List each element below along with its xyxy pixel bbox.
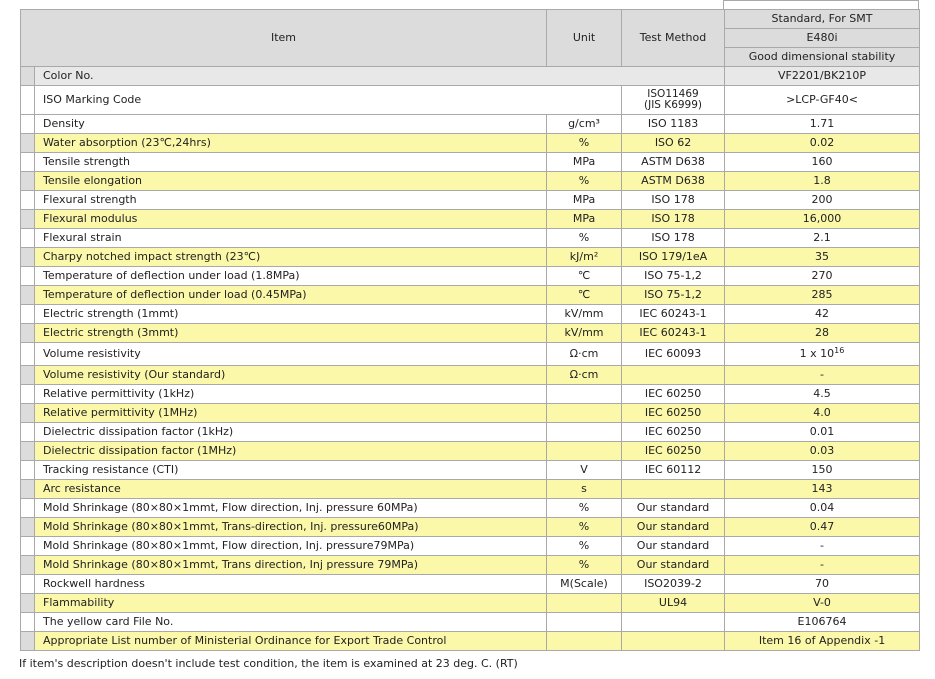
row-unit: ℃	[547, 286, 622, 305]
row-value	[725, 343, 920, 366]
row-value: 1.8	[725, 172, 920, 191]
row-unit: kJ/m²	[547, 248, 622, 267]
row-marker	[21, 172, 35, 191]
row-item: Mold Shrinkage (80×80×1mmt, Trans-direction, Inj. pressure60MPa)	[35, 518, 547, 537]
iso-marking-method	[622, 86, 725, 115]
row-item: The yellow card File No.	[35, 613, 547, 632]
row-method: IEC 60093	[622, 343, 725, 366]
row-unit: MPa	[547, 210, 622, 229]
row-unit: %	[547, 229, 622, 248]
table-row	[21, 442, 920, 461]
row-unit: kV/mm	[547, 324, 622, 343]
row-method	[622, 632, 725, 651]
row-unit: Ω·cm	[547, 366, 622, 385]
header-standard: Standard, For SMT	[725, 10, 920, 29]
row-value: 285	[725, 286, 920, 305]
row-method: ISO 179/1eA	[622, 248, 725, 267]
row-method: ISO 75-1,2	[622, 286, 725, 305]
row-item: Density	[35, 115, 547, 134]
row-marker	[21, 423, 35, 442]
iso-marking-method-line1: ISO11469	[647, 88, 699, 100]
row-item: Flammability	[35, 594, 547, 613]
row-item: Dielectric dissipation factor (1kHz)	[35, 423, 547, 442]
row-value: 0.02	[725, 134, 920, 153]
row-value: 70	[725, 575, 920, 594]
row-item: Electric strength (3mmt)	[35, 324, 547, 343]
table-row	[21, 537, 920, 556]
row-item: Arc resistance	[35, 480, 547, 499]
table-row	[21, 461, 920, 480]
table-row	[21, 594, 920, 613]
table-row	[21, 267, 920, 286]
table-row	[21, 632, 920, 651]
row-marker	[21, 267, 35, 286]
row-marker	[21, 404, 35, 423]
row-item: Relative permittivity (1kHz)	[35, 385, 547, 404]
row-value: -	[725, 366, 920, 385]
row-method: ISO2039-2	[622, 575, 725, 594]
volume-resistivity-row	[21, 343, 920, 366]
row-value: -	[725, 556, 920, 575]
row-item: Volume resistivity (Our standard)	[35, 366, 547, 385]
table-row	[21, 115, 920, 134]
row-item: Electric strength (1mmt)	[35, 305, 547, 324]
row-method: ISO 62	[622, 134, 725, 153]
row-item: Flexural strain	[35, 229, 547, 248]
row-marker	[21, 518, 35, 537]
table-row	[21, 575, 920, 594]
row-marker	[21, 248, 35, 267]
value-exponent: 16	[834, 346, 845, 355]
row-item: Temperature of deflection under load (1.8MPa)	[35, 267, 547, 286]
row-unit	[547, 594, 622, 613]
row-method: IEC 60112	[622, 461, 725, 480]
row-item: Dielectric dissipation factor (1MHz)	[35, 442, 547, 461]
header-grade: E480i	[725, 29, 920, 48]
row-marker	[21, 343, 35, 366]
row-item: Relative permittivity (1MHz)	[35, 404, 547, 423]
row-unit: %	[547, 499, 622, 518]
row-item: Flexural strength	[35, 191, 547, 210]
table-row	[21, 518, 920, 537]
header-item: Item	[21, 10, 547, 67]
row-marker	[21, 67, 35, 86]
row-item: Tensile strength	[35, 153, 547, 172]
row-item: Appropriate List number of Ministerial Ordinance for Export Trade Control	[35, 632, 547, 651]
table-row	[21, 229, 920, 248]
row-item: Water absorption (23℃,24hrs)	[35, 134, 547, 153]
row-value: 1.71	[725, 115, 920, 134]
row-value: 28	[725, 324, 920, 343]
row-method	[622, 366, 725, 385]
row-item: Mold Shrinkage (80×80×1mmt, Flow direction, Inj. pressure 60MPa)	[35, 499, 547, 518]
table-row	[21, 423, 920, 442]
row-method: IEC 60250	[622, 385, 725, 404]
table-row	[21, 499, 920, 518]
row-method: Our standard	[622, 556, 725, 575]
iso-marking-value: >LCP-GF40<	[725, 86, 920, 115]
row-value: 0.01	[725, 423, 920, 442]
row-unit	[547, 632, 622, 651]
row-unit: MPa	[547, 153, 622, 172]
row-value: 16,000	[725, 210, 920, 229]
row-value: 42	[725, 305, 920, 324]
row-unit	[547, 442, 622, 461]
row-value: 150	[725, 461, 920, 480]
header-unit: Unit	[547, 10, 622, 67]
row-value: 4.0	[725, 404, 920, 423]
row-unit: MPa	[547, 191, 622, 210]
row-value: 0.47	[725, 518, 920, 537]
iso-marking-row	[21, 86, 920, 115]
row-value: 35	[725, 248, 920, 267]
row-unit	[547, 404, 622, 423]
row-method: ISO 1183	[622, 115, 725, 134]
row-item: Tensile elongation	[35, 172, 547, 191]
table-row	[21, 480, 920, 499]
row-method: Our standard	[622, 499, 725, 518]
row-value: 0.03	[725, 442, 920, 461]
table-row	[21, 305, 920, 324]
table-row	[21, 153, 920, 172]
row-value: 4.5	[725, 385, 920, 404]
iso-marking-method-line2: (JIS K6999)	[644, 99, 703, 111]
table-row	[21, 366, 920, 385]
row-unit: %	[547, 518, 622, 537]
row-unit	[547, 385, 622, 404]
table-row	[21, 324, 920, 343]
row-marker	[21, 594, 35, 613]
footnote: If item's description doesn't include test condition, the item is examined at 23 deg. C. (RT)	[19, 657, 518, 670]
row-value: 0.04	[725, 499, 920, 518]
row-marker	[21, 229, 35, 248]
row-marker	[21, 632, 35, 651]
row-method: UL94	[622, 594, 725, 613]
row-unit: kV/mm	[547, 305, 622, 324]
row-marker	[21, 480, 35, 499]
row-method: ASTM D638	[622, 153, 725, 172]
table-row	[21, 134, 920, 153]
row-method: Our standard	[622, 537, 725, 556]
row-value: 2.1	[725, 229, 920, 248]
row-value: 160	[725, 153, 920, 172]
row-unit: s	[547, 480, 622, 499]
row-value: 200	[725, 191, 920, 210]
row-item: Temperature of deflection under load (0.45MPa)	[35, 286, 547, 305]
row-unit: ℃	[547, 267, 622, 286]
row-marker	[21, 385, 35, 404]
row-method	[622, 480, 725, 499]
row-marker	[21, 286, 35, 305]
row-marker	[21, 115, 35, 134]
color-no-value: VF2201/BK210P	[725, 67, 920, 86]
row-method: Our standard	[622, 518, 725, 537]
row-marker	[21, 366, 35, 385]
color-no-row	[21, 67, 920, 86]
iso-marking-label: ISO Marking Code	[35, 86, 622, 115]
header-top-strip	[723, 0, 919, 9]
row-method: ISO 178	[622, 229, 725, 248]
row-value: Item 16 of Appendix -1	[725, 632, 920, 651]
row-method: ISO 178	[622, 191, 725, 210]
row-marker	[21, 442, 35, 461]
row-unit: M(Scale)	[547, 575, 622, 594]
row-marker	[21, 324, 35, 343]
row-item: Charpy notched impact strength (23℃)	[35, 248, 547, 267]
row-marker	[21, 305, 35, 324]
row-unit: %	[547, 537, 622, 556]
row-marker	[21, 575, 35, 594]
row-marker	[21, 613, 35, 632]
table-row	[21, 210, 920, 229]
table-row	[21, 613, 920, 632]
row-marker	[21, 191, 35, 210]
row-unit: %	[547, 172, 622, 191]
table-row	[21, 191, 920, 210]
table-row	[21, 286, 920, 305]
row-unit: Ω·cm	[547, 343, 622, 366]
row-method	[622, 613, 725, 632]
row-method: IEC 60243-1	[622, 324, 725, 343]
properties-table	[20, 9, 920, 651]
row-item: Mold Shrinkage (80×80×1mmt, Flow direction, Inj. pressure79MPa)	[35, 537, 547, 556]
row-item: Volume resistivity	[35, 343, 547, 366]
row-method: IEC 60250	[622, 404, 725, 423]
row-item: Mold Shrinkage (80×80×1mmt, Trans direction, Inj pressure 79MPa)	[35, 556, 547, 575]
row-unit: %	[547, 556, 622, 575]
row-item: Tracking resistance (CTI)	[35, 461, 547, 480]
row-method: ISO 178	[622, 210, 725, 229]
row-marker	[21, 537, 35, 556]
row-method: IEC 60250	[622, 423, 725, 442]
color-no-label: Color No.	[35, 67, 725, 86]
row-method: IEC 60243-1	[622, 305, 725, 324]
row-marker	[21, 461, 35, 480]
table-row	[21, 404, 920, 423]
row-value: -	[725, 537, 920, 556]
row-unit: %	[547, 134, 622, 153]
row-unit: g/cm³	[547, 115, 622, 134]
row-item: Flexural modulus	[35, 210, 547, 229]
row-item: Rockwell hardness	[35, 575, 547, 594]
row-marker	[21, 556, 35, 575]
row-method: IEC 60250	[622, 442, 725, 461]
row-value: 143	[725, 480, 920, 499]
table-row	[21, 385, 920, 404]
row-method: ASTM D638	[622, 172, 725, 191]
row-unit	[547, 613, 622, 632]
row-marker	[21, 210, 35, 229]
table-row	[21, 248, 920, 267]
row-value: 270	[725, 267, 920, 286]
row-marker	[21, 86, 35, 115]
row-unit	[547, 423, 622, 442]
row-unit: V	[547, 461, 622, 480]
row-marker	[21, 134, 35, 153]
header-feature: Good dimensional stability	[725, 48, 920, 67]
row-marker	[21, 153, 35, 172]
header-test-method: Test Method	[622, 10, 725, 67]
row-method: ISO 75-1,2	[622, 267, 725, 286]
table-row	[21, 172, 920, 191]
table-row	[21, 556, 920, 575]
row-value: E106764	[725, 613, 920, 632]
value-base: 1 x 10	[799, 347, 835, 360]
row-value: V-0	[725, 594, 920, 613]
row-marker	[21, 499, 35, 518]
